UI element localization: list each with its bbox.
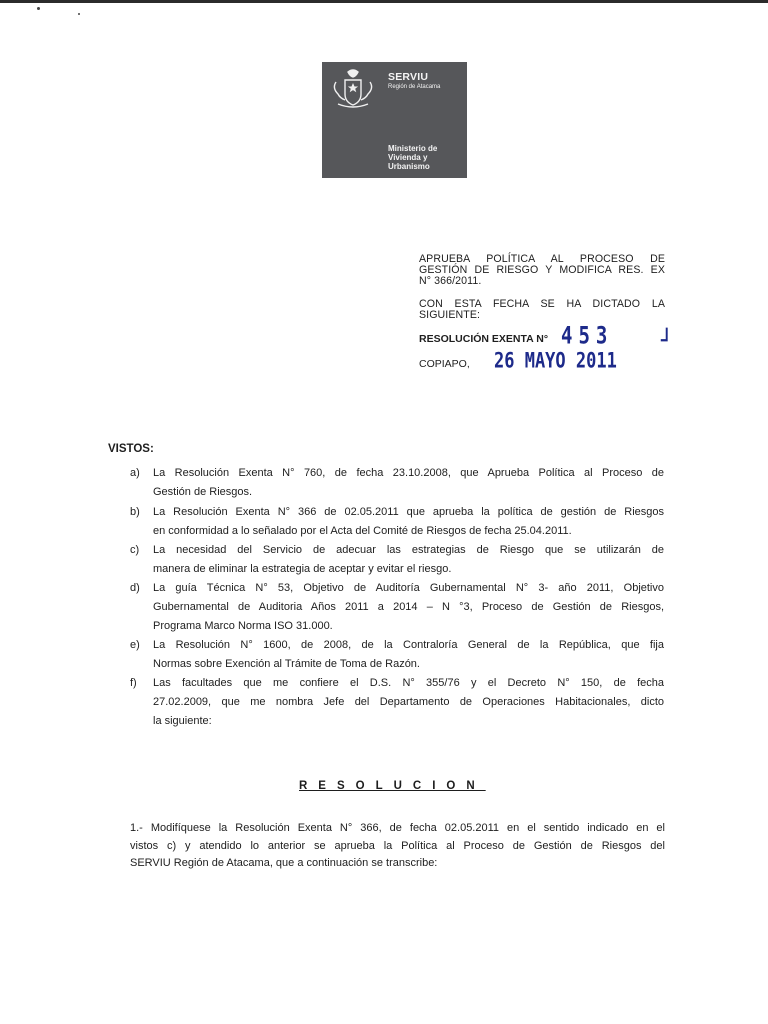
resolucion-paragraph: 1.- Modifíquese la Resolución Exenta N° 366, de fecha 02.05.2011 en el sentido indicado en el vistos c) y atendido lo anterior se aprueba la Política al Proceso de Gestión de Riesgos del SERVIU Región de Atacama, que a continuación se transcribe: bbox=[130, 822, 665, 869]
dictated-block: CON ESTA FECHA SE HA DICTADO LA SIGUIENTE: bbox=[419, 298, 665, 321]
place-label: COPIAPO, bbox=[419, 358, 470, 370]
scan-speck bbox=[37, 7, 40, 10]
subject-block: APRUEBA POLÍTICA AL PROCESO DE GESTIÓN DE RIESGO Y MODIFICA RES. EX N° 366/2011. bbox=[419, 253, 665, 287]
resolution-label: RESOLUCIÓN EXENTA N° bbox=[419, 333, 549, 345]
page-top-edge bbox=[0, 0, 768, 3]
date-stamp: 26 MAYO 2011 bbox=[494, 348, 617, 374]
logo-ministry: Ministerio de Vivienda y Urbanismo bbox=[388, 144, 438, 171]
vistos-heading: VISTOS: bbox=[108, 443, 154, 455]
resolution-number-stamp: 453 bbox=[561, 322, 614, 350]
logo-brand: SERVIU bbox=[388, 71, 429, 83]
resolucion-heading: RESOLUCION bbox=[299, 780, 486, 792]
stamp-mark: ⅃ bbox=[661, 326, 669, 346]
coat-of-arms-icon bbox=[328, 68, 378, 112]
serviu-logo bbox=[322, 62, 467, 178]
scan-speck bbox=[78, 13, 80, 15]
logo-region: Región de Atacama bbox=[388, 84, 441, 90]
